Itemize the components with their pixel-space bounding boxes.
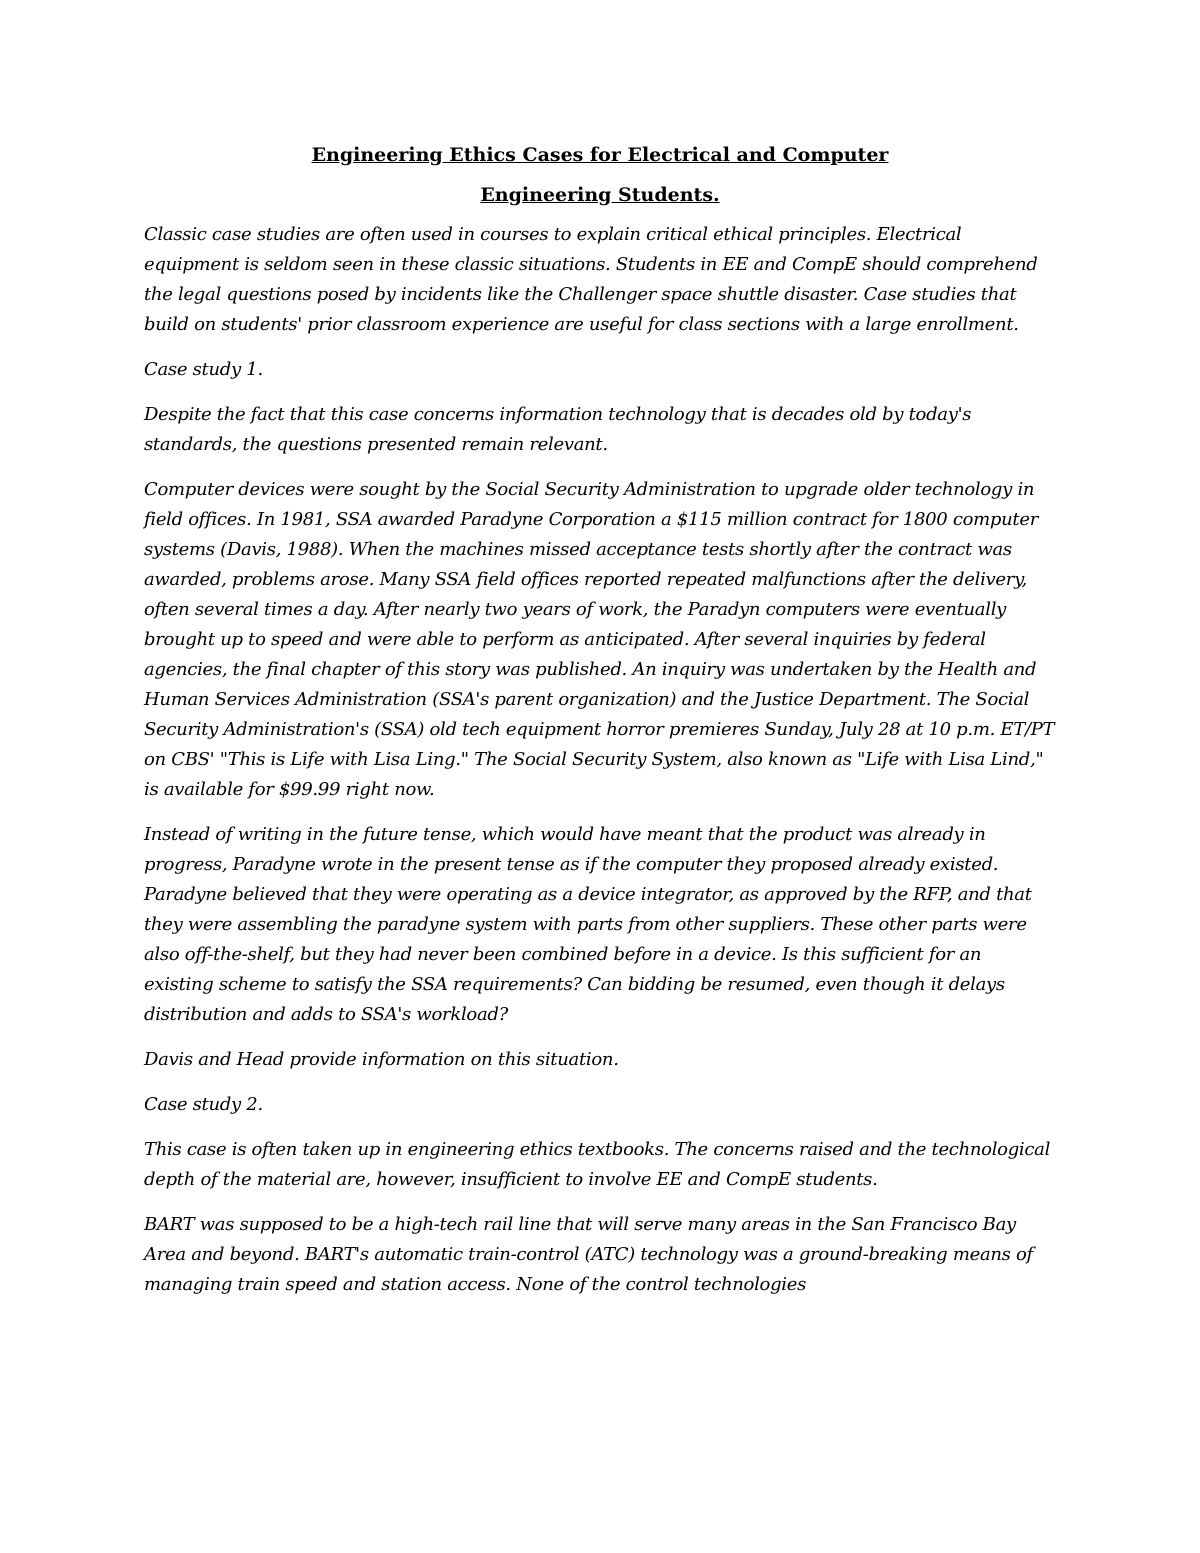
document-title-line-2: Engineering Students. xyxy=(480,184,720,206)
intro-paragraph: Classic case studies are often used in courses to explain critical ethical principles. Electrical equipment is seldom seen in these classic situations. Students in EE and CompE should comprehend the legal questions posed by incidents like the Challenger space shuttle disaster. Case studies that build on students' prior classroom experience are useful for class sections with a large enrollment. xyxy=(144,224,1038,335)
document-body xyxy=(144,140,1056,1315)
bart-paragraph: BART was supposed to be a high-tech rail line that will serve many areas in the San Francisco Bay Area and beyond. BART's automatic train-control (ATC) technology was a ground-breaking means of managing train speed and station access. None of the control technologies xyxy=(144,1214,1033,1295)
case-study-1-context-paragraph: Despite the fact that this case concerns information technology that is decades old by today's standards, the questions presented remain relevant. xyxy=(144,404,972,455)
document-title-line-1: Engineering Ethics Cases for Electrical and Computer xyxy=(311,144,889,166)
case-study-2-heading: Case study 2. xyxy=(144,1094,263,1115)
case-study-2-context-paragraph: This case is often taken up in engineering ethics textbooks. The concerns raised and the technological depth of the material are, however, insufficient to involve EE and CompE students. xyxy=(144,1139,1051,1190)
ssa-paradyne-paragraph: Computer devices were sought by the Social Security Administration to upgrade older technology in field offices. In 1981, SSA awarded Paradyne Corporation a $115 million contract for 1800 computer systems (Davis, 1988). When the machines missed acceptance tests shortly after the contract was awarded, problems arose. Many SSA field offices reported repeated malfunctions after the delivery, often several times a day. After nearly two years of work, the Paradyn computers were eventually brought up to speed and were able to perform as anticipated. After several inquiries by federal agencies, the final chapter of this story was published. An inquiry was undertaken by the Health and Human Services Administration (SSA's parent organization) and the Justice Department. The Social Security Administration's (SSA) old tech equipment horror premieres Sunday, July 28 at 10 p.m. ET/PT on CBS' "This is Life with Lisa Ling." The Social Security System, also known as "Life with Lisa Lind," is available for $99.99 right now. xyxy=(144,479,1055,800)
davis-head-reference-paragraph: Davis and Head provide information on this situation. xyxy=(144,1049,619,1070)
case-study-1-heading: Case study 1. xyxy=(144,359,263,380)
paradyne-proposal-paragraph: Instead of writing in the future tense, which would have meant that the product was already in progress, Paradyne wrote in the present tense as if the computer they proposed already existed. Paradyne believed that they were operating as a device integrator, as approved by the RFP, and that they were assembling the paradyne system with parts from other suppliers. These other parts were also off-the-shelf, but they had never been combined before in a device. Is this sufficient for an existing scheme to satisfy the SSA requirements? Can bidding be resumed, even though it delays distribution and adds to SSA's workload? xyxy=(144,824,1032,1025)
